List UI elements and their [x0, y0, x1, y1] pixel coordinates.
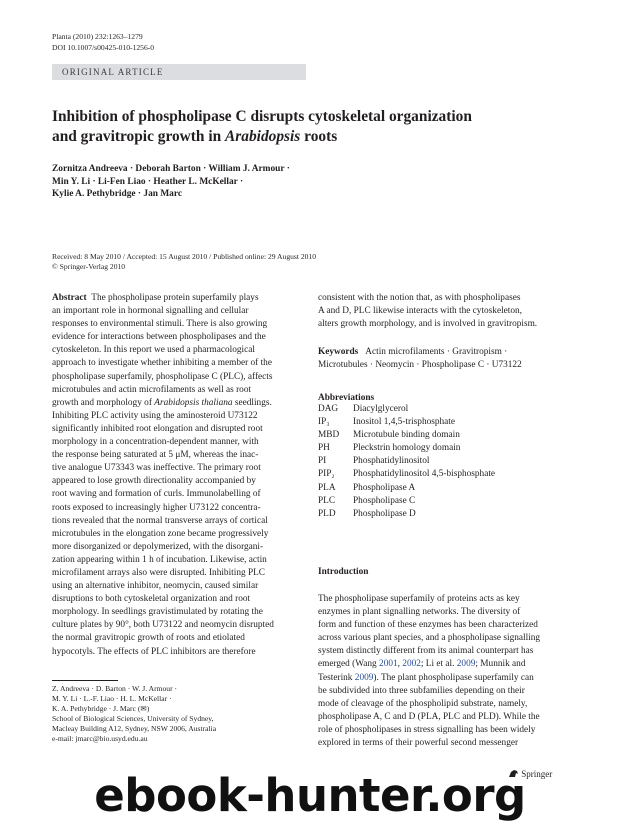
- abbreviation-key: MBD: [318, 430, 340, 441]
- intro-line: enzymes in plant signalling networks. The diversity of: [318, 607, 521, 618]
- title-line-2-prefix: and gravitropic growth in: [52, 128, 226, 145]
- keywords-line-2: Microtubules · Neomycin · Phospholipase C · U73122: [318, 360, 522, 371]
- abbreviation-def: Phosphatidylinositol: [353, 456, 430, 467]
- species-name: Arabidopsis thaliana: [154, 397, 233, 408]
- author-line-2: Min Y. Li · Li-Fen Liao · Heather L. McKellar ·: [52, 176, 244, 187]
- abstract-text: The phospholipase protein superfamily plays: [91, 293, 259, 303]
- abstract-text: growth and morphology of: [52, 397, 152, 408]
- abstract-line: roots exposed to increasingly higher U73122 concentra-: [52, 502, 261, 513]
- abstract-line: more disorganized or depolymerized, with the disorgani-: [52, 541, 264, 552]
- intro-line: [318, 672, 570, 685]
- abstract-heading: Abstract: [52, 293, 87, 303]
- abbreviation-row: [318, 482, 495, 495]
- title-species: Arabidopsis: [225, 128, 301, 145]
- intro-line: system distinctly different from its animal counterpart has: [318, 646, 534, 657]
- abstract-line: culture plates by 90°, both U73122 and neomycin disrupted: [52, 620, 274, 631]
- affiliation-line: Z. Andreeva · D. Barton · W. J. Armour ·: [52, 684, 178, 693]
- intro-text: ; Li et al.: [420, 659, 457, 670]
- intro-line: be subdivided into three subfamilies depending on their: [318, 685, 525, 696]
- abstract-continuation: [318, 292, 570, 331]
- abbreviation-key: PH: [318, 443, 330, 454]
- citation-link[interactable]: 2002: [402, 659, 421, 670]
- abbreviation-def: Microtubule binding domain: [353, 430, 460, 441]
- affiliation-line: School of Biological Sciences, University of Sydney,: [52, 714, 214, 723]
- abstract-line: microtubules in the elongation zone became progressively: [52, 528, 269, 539]
- abstract-line: [52, 397, 306, 410]
- abbreviation-def: Phospholipase A: [353, 482, 416, 493]
- publisher-name: Springer: [521, 769, 553, 779]
- abbreviation-key: IP₃: [318, 417, 330, 428]
- abstract-text: seedlings.: [234, 397, 272, 408]
- keywords-text: Actin microfilaments · Gravitropism ·: [365, 347, 508, 357]
- watermark: ebook-hunter.org: [94, 769, 526, 822]
- abstract-line: tive analogue U73343 was ineffective. The primary root: [52, 463, 261, 474]
- abstract-line: the normal gravitropic growth of roots and etiolated: [52, 633, 245, 644]
- abstract-line: microtubules and actin microfilaments as well as root: [52, 384, 252, 395]
- abstract-line: appeared to lose growth directionality accompanied by: [52, 476, 256, 487]
- abbreviation-key: DAG: [318, 404, 339, 414]
- received-dates: Received: 8 May 2010 / Accepted: 15 August 2010 / Published online: 29 August 2010: [52, 252, 317, 261]
- abstract-line: microfilament arrays also were disrupted. Inhibiting PLC: [52, 567, 266, 578]
- abbreviation-row: [318, 455, 495, 468]
- abstract-line: the response being saturated at 5 μM, whereas the inac-: [52, 450, 259, 461]
- abstract-line: responses to environmental stimuli. There is also growing: [52, 319, 268, 330]
- article-type-banner: ORIGINAL ARTICLE: [52, 64, 306, 80]
- abbreviation-def: Inositol 1,4,5-trisphosphate: [353, 417, 455, 428]
- abstract-line: approach to investigate whether inhibiting a member of the: [52, 358, 272, 369]
- abbreviation-def: Phosphatidylinositol 4,5-bisphosphate: [353, 469, 496, 480]
- intro-text: ; Munnik and: [475, 659, 526, 670]
- citation-link[interactable]: 2009: [456, 659, 476, 670]
- abstract-line: consistent with the notion that, as with phospholipases: [318, 293, 521, 303]
- abstract-line: cytoskeleton. In this report we used a pharmacological: [52, 345, 255, 356]
- abstract-line: Inhibiting PLC activity using the aminosteroid U73122: [52, 410, 258, 421]
- author-line-3: Kylie A. Pethybridge · Jan Marc: [52, 189, 183, 200]
- citation-link[interactable]: 2001: [379, 659, 398, 670]
- abstract-line: zation appearing within 1 h of incubation. Likewise, actin: [52, 554, 267, 565]
- abbreviation-key: PIP₂: [318, 469, 335, 480]
- abbreviation-def: Pleckstrin homology domain: [353, 443, 461, 454]
- abbreviation-key: PLA: [318, 482, 336, 493]
- title-line-1: Inhibition of phospholipase C disrupts cytoskeletal organization: [52, 108, 472, 125]
- intro-line: mode of cleavage of the phospholipid substrate, namely,: [318, 698, 528, 709]
- abstract-line: alters growth morphology, and is involved in gravitropism.: [318, 319, 538, 330]
- intro-line: across various plant species, and a phospholipase signalling: [318, 633, 541, 644]
- article-title: [52, 107, 572, 147]
- abstract-line: disruptions to both cytoskeletal organization and root: [52, 594, 251, 605]
- abbreviation-row: [318, 442, 495, 455]
- abstract-line: evidence for interactions between phospholipases and the: [52, 332, 266, 343]
- abstract-line: hypocotyls. The effects of PLC inhibitors are therefore: [52, 646, 256, 657]
- abbreviation-def: Diacylglycerol: [353, 404, 409, 414]
- intro-text: Testerink: [318, 672, 355, 683]
- intro-line: [318, 658, 570, 671]
- introduction-heading: Introduction: [318, 567, 369, 577]
- abbreviation-def: Phospholipase C: [353, 495, 416, 506]
- intro-line: The phospholipase superfamily of proteins acts as key: [318, 594, 520, 604]
- abbreviation-row: [318, 495, 495, 508]
- abbreviation-row: [318, 468, 495, 481]
- abstract: [52, 292, 306, 659]
- affiliation-line: M. Y. Li · L.-F. Liao · H. L. McKellar ·: [52, 694, 172, 703]
- abstract-line: root waving and formation of curls. Immunolabelling of: [52, 489, 261, 500]
- abstract-line: using an alternative inhibitor, neomycin, caused similar: [52, 581, 259, 592]
- intro-text: ,: [397, 659, 403, 670]
- intro-line: role of phospholipases in stress signalling has been widely: [318, 724, 536, 735]
- affiliation-line: K. A. Pethybridge · J. Marc (✉): [52, 704, 150, 713]
- introduction-text: [318, 593, 570, 750]
- abstract-line: significantly inhibited root elongation and disrupted root: [52, 423, 263, 434]
- abbreviations-heading: Abbreviations: [318, 393, 375, 403]
- abbreviation-row: [318, 403, 495, 416]
- journal-citation: Planta (2010) 232:1263–1279: [52, 32, 143, 41]
- abstract-line: morphology in a concentration-dependent manner, with: [52, 437, 259, 448]
- abbreviation-def: Phospholipase D: [353, 508, 416, 519]
- intro-line: explored in terms of their powerful second messenger: [318, 738, 519, 749]
- abbreviation-row: [318, 429, 495, 442]
- affiliation: [52, 684, 306, 744]
- abbreviation-key: PI: [318, 456, 327, 467]
- intro-line: phospholipase A, C and D (PLA, PLC and PLD). While the: [318, 711, 540, 722]
- keywords-line-1: [318, 346, 570, 359]
- abstract-line: phospholipase superfamily, phospholipase C (PLC), affects: [52, 371, 273, 382]
- abbreviation-row: [318, 416, 495, 429]
- title-line-2-suffix: roots: [300, 128, 338, 145]
- keywords-heading: Keywords: [318, 347, 359, 357]
- keywords: [318, 346, 570, 372]
- abbreviation-key: PLD: [318, 508, 336, 519]
- footnote-rule: [52, 680, 118, 681]
- affiliation-email[interactable]: e-mail: jmarc@bio.usyd.edu.au: [52, 734, 148, 743]
- title-line-2: [52, 127, 572, 147]
- intro-line: form and function of these enzymes has been characterized: [318, 620, 538, 631]
- abstract-line: morphology. In seedlings gravistimulated by rotating the: [52, 607, 263, 618]
- citation-link[interactable]: 2009: [354, 672, 374, 683]
- author-list: [52, 163, 382, 201]
- abstract-line: A and D, PLC likewise interacts with the cytoskeleton,: [318, 306, 522, 317]
- abstract-line: tions revealed that the normal transverse arrays of cortical: [52, 515, 268, 526]
- publication-dates: [52, 252, 572, 272]
- abbreviation-row: [318, 508, 495, 521]
- abbreviation-key: PLC: [318, 495, 336, 506]
- author-line-1: Zornitza Andreeva · Deborah Barton · William J. Armour ·: [52, 164, 290, 174]
- intro-text: ). The plant phospholipase superfamily can: [373, 672, 534, 683]
- doi: DOI 10.1007/s00425-010-1256-0: [52, 43, 155, 52]
- intro-text: emerged (Wang: [318, 659, 380, 670]
- affiliation-line: Macleay Building A12, Sydney, NSW 2006, Australia: [52, 724, 217, 733]
- abbreviations-table: [318, 403, 495, 521]
- abstract-line: an important role in hormonal signalling and cellular: [52, 306, 249, 317]
- copyright: © Springer-Verlag 2010: [52, 262, 126, 271]
- abstract-line: [52, 292, 306, 305]
